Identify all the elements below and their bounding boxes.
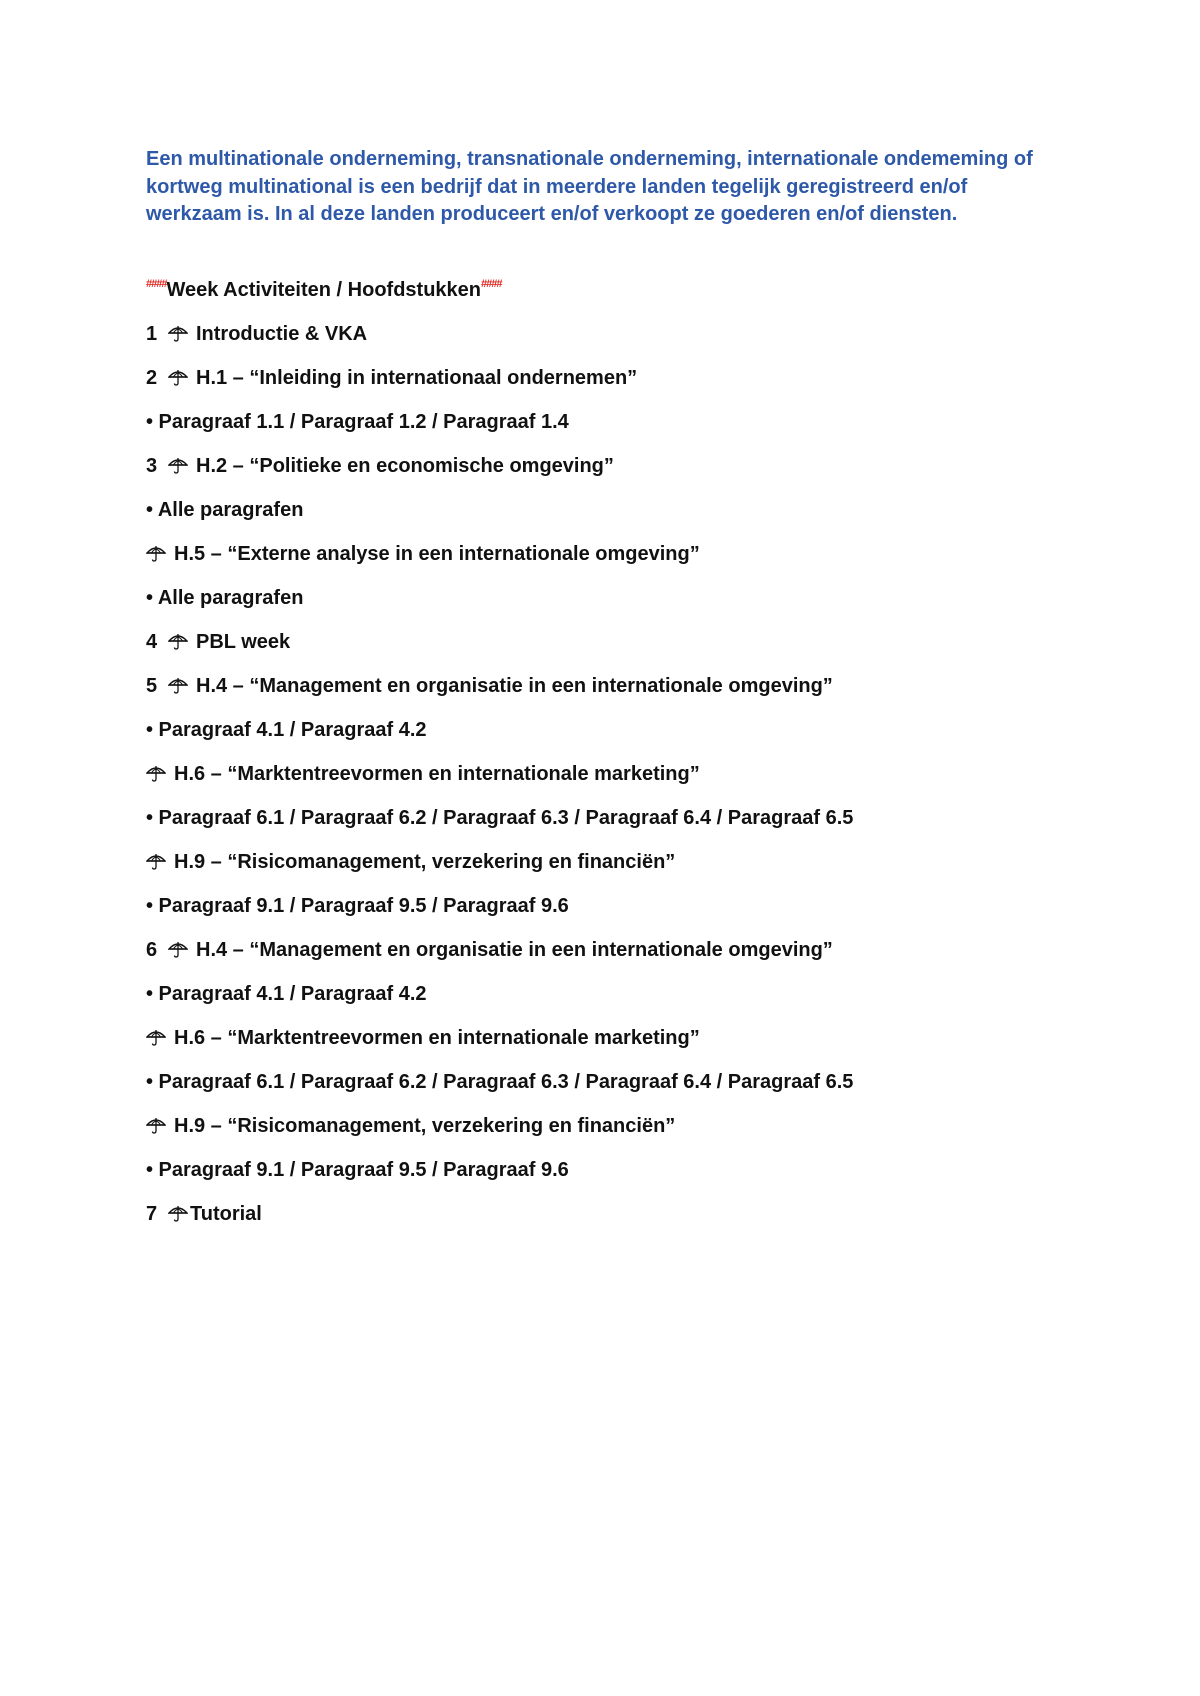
week-number: 4 xyxy=(146,630,158,653)
marker-right: #### xyxy=(481,278,502,290)
line-text: H.6 – “Marktentreevormen en internationale marketing” xyxy=(174,1026,700,1049)
umbrella-icon xyxy=(168,632,190,652)
line-text: • Paragraaf 4.1 / Paragraaf 4.2 xyxy=(146,982,427,1005)
line-text: H.1 – “Inleiding in internationaal ondernemen” xyxy=(196,366,638,389)
umbrella-icon xyxy=(146,852,168,872)
umbrella-icon xyxy=(146,1028,168,1048)
schedule-item xyxy=(146,752,1126,796)
umbrella-icon xyxy=(168,324,190,344)
line-text: H.4 – “Management en organisatie in een internationale omgeving” xyxy=(196,674,833,697)
schedule-item xyxy=(146,532,1126,576)
schedule-header xyxy=(146,268,1126,312)
schedule-header-text: Week Activiteiten / Hoofdstukken xyxy=(166,278,481,301)
schedule-item xyxy=(146,664,1126,708)
paragraph-item xyxy=(146,1148,1126,1192)
schedule-item xyxy=(146,356,1126,400)
paragraph-item xyxy=(146,708,1126,752)
schedule-item xyxy=(146,1192,1126,1236)
paragraph-item xyxy=(146,884,1126,928)
line-text: • Paragraaf 4.1 / Paragraaf 4.2 xyxy=(146,718,427,741)
umbrella-icon xyxy=(146,764,168,784)
marker-left: #### xyxy=(146,278,167,290)
line-text: • Alle paragrafen xyxy=(146,498,304,521)
umbrella-icon xyxy=(168,456,190,476)
line-text: PBL week xyxy=(196,630,291,653)
umbrella-icon xyxy=(146,1116,168,1136)
schedule-item xyxy=(146,1016,1126,1060)
week-number: 5 xyxy=(146,674,158,697)
line-text: Tutorial xyxy=(190,1202,262,1225)
line-text: • Paragraaf 9.1 / Paragraaf 9.5 / Paragraaf 9.6 xyxy=(146,894,569,917)
line-text: • Paragraaf 9.1 / Paragraaf 9.5 / Paragraaf 9.6 xyxy=(146,1158,569,1181)
paragraph-item xyxy=(146,400,1126,444)
schedule-item xyxy=(146,444,1126,488)
week-number: 1 xyxy=(146,322,158,345)
intro-paragraph: Een multinationale onderneming, transnationale onderneming, internationale ondememing of kortweg multinational is een bedrijf dat in meerdere landen tegelijk geregistreerd en/of werkzaam is. In al deze landen produceert en/of verkoopt ze goederen en/of diensten. xyxy=(146,148,1033,225)
week-number: 3 xyxy=(146,454,158,477)
week-number: 6 xyxy=(146,938,158,961)
schedule-item xyxy=(146,312,1126,356)
paragraph-item xyxy=(146,796,1126,840)
schedule-lines xyxy=(146,312,1126,1236)
paragraph-item xyxy=(146,576,1126,620)
line-text: Introductie & VKA xyxy=(196,322,368,345)
line-text: H.9 – “Risicomanagement, verzekering en financiën” xyxy=(174,1114,676,1137)
paragraph-item xyxy=(146,972,1126,1016)
line-text: H.5 – “Externe analyse in een internationale omgeving” xyxy=(174,542,700,565)
line-text: H.4 – “Management en organisatie in een internationale omgeving” xyxy=(196,938,833,961)
line-text: H.2 – “Politieke en economische omgeving” xyxy=(196,454,614,477)
line-text: • Paragraaf 1.1 / Paragraaf 1.2 / Paragraaf 1.4 xyxy=(146,410,569,433)
schedule-item xyxy=(146,928,1126,972)
line-text: H.6 – “Marktentreevormen en internationale marketing” xyxy=(174,762,700,785)
paragraph-item xyxy=(146,488,1126,532)
schedule-item xyxy=(146,1104,1126,1148)
line-text: H.9 – “Risicomanagement, verzekering en financiën” xyxy=(174,850,676,873)
week-number: 7 xyxy=(146,1202,158,1225)
line-text: • Paragraaf 6.1 / Paragraaf 6.2 / Paragraaf 6.3 / Paragraaf 6.4 / Paragraaf 6.5 xyxy=(146,806,854,829)
week-number: 2 xyxy=(146,366,158,389)
paragraph-item xyxy=(146,1060,1126,1104)
line-text: • Alle paragrafen xyxy=(146,586,304,609)
umbrella-icon xyxy=(168,1204,190,1224)
umbrella-icon xyxy=(146,544,168,564)
schedule-item xyxy=(146,840,1126,884)
umbrella-icon xyxy=(168,368,190,388)
umbrella-icon xyxy=(168,940,190,960)
umbrella-icon xyxy=(168,676,190,696)
schedule-item xyxy=(146,620,1126,664)
line-text: • Paragraaf 6.1 / Paragraaf 6.2 / Paragraaf 6.3 / Paragraaf 6.4 / Paragraaf 6.5 xyxy=(146,1070,854,1093)
schedule-list xyxy=(146,268,1126,1236)
